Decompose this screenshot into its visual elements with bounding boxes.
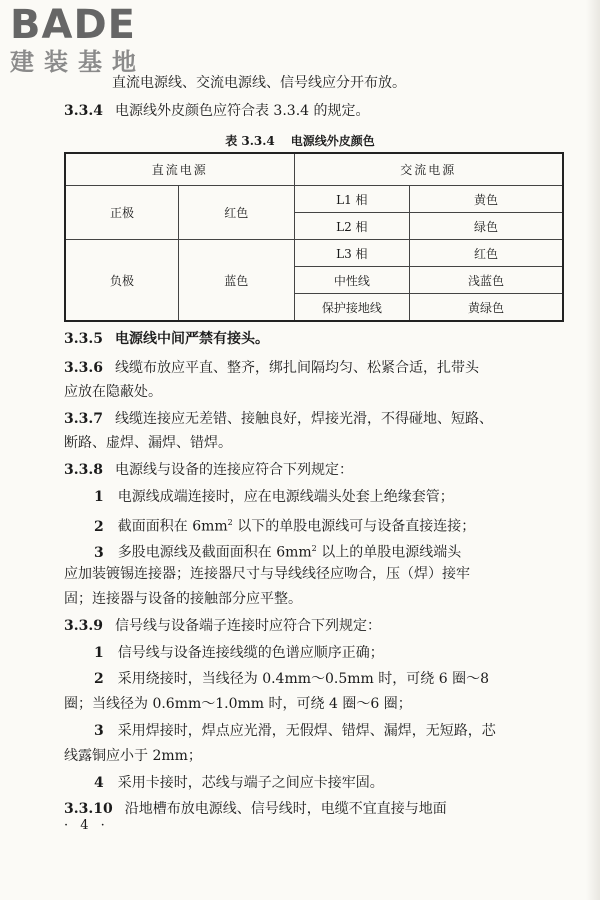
- table-caption: [0, 132, 600, 149]
- header-dc: 直流电源: [65, 153, 294, 186]
- item-text: 电源线成端连接时，应在电源线端头处套上绝缘套管；: [117, 489, 454, 505]
- clause-3-3-6-cont: 应放在隐蔽处。: [64, 384, 162, 400]
- item-number: 3: [94, 544, 104, 561]
- item-text: 采用绕接时，当线径为 0.4mm～0.5mm 时，可绕 6 圈～8: [117, 671, 489, 687]
- clause-3-3-7-cont: 断路、虚焊、漏焊、错焊。: [64, 435, 232, 451]
- list-item: [94, 772, 564, 794]
- clause-text: 电源线外皮颜色应符合表 3.3.4 的规定。: [114, 103, 370, 119]
- table-number: 表 3.3.4: [225, 134, 275, 148]
- clause-number: 3.3.10: [64, 801, 113, 817]
- list-item: [94, 642, 564, 664]
- cell-negative: 负极: [65, 240, 179, 322]
- cell-color: 绿色: [410, 213, 563, 240]
- item-number: 3: [94, 723, 104, 739]
- list-item: [94, 512, 564, 538]
- clause-3-3-3: [112, 72, 564, 94]
- list-item: [94, 720, 564, 742]
- clause-number: 3.3.7: [64, 411, 103, 427]
- clause-text: 直流电源线、交流电源线、信号线应分开布放。: [112, 75, 406, 91]
- cell-red: 红色: [179, 186, 295, 240]
- cell-phase: L3 相: [294, 240, 410, 267]
- watermark-logo: [10, 4, 170, 76]
- list-item: [94, 486, 564, 508]
- list-item: [94, 538, 564, 564]
- clause-3-3-9: [64, 615, 564, 637]
- clause-text: 沿地槽布放电源线、信号线时，电缆不宜直接与地面: [124, 801, 447, 817]
- list-item-cont: 应加装镀锡连接器；连接器尺寸与导线线径应吻合，压（焊）接牢: [64, 566, 470, 582]
- cell-color: 黄绿色: [410, 294, 563, 322]
- item-number: 1: [94, 645, 104, 661]
- table-title: 电源线外皮颜色: [290, 134, 375, 148]
- table-row: [65, 186, 563, 213]
- clause-number: 3.3.8: [64, 462, 103, 478]
- cell-color: 浅蓝色: [410, 267, 563, 294]
- superscript: 2: [227, 518, 233, 527]
- clause-number: 3.3.5: [64, 331, 103, 347]
- table-header-row: [65, 153, 563, 186]
- superscript: 2: [311, 544, 317, 553]
- page-number: · 4 ·: [64, 818, 109, 833]
- power-line-color-table: [64, 152, 564, 322]
- list-item-cont: 圈；当线径为 0.6mm～1.0mm 时，可绕 4 圈～6 圈；: [64, 696, 412, 712]
- clause-3-3-5: [64, 328, 564, 350]
- header-ac: 交流电源: [294, 153, 563, 186]
- item-text: 采用卡接时，芯线与端子之间应卡接牢固。: [117, 775, 384, 791]
- clause-number: 3.3.6: [64, 360, 103, 376]
- clause-text: 电源线中间严禁有接头。: [114, 331, 269, 347]
- clause-3-3-6: [64, 357, 564, 379]
- table-row: [65, 240, 563, 267]
- logo-sub-text: 建装基地: [10, 48, 146, 76]
- item-number: 2: [94, 518, 104, 535]
- clause-3-3-8: [64, 459, 564, 481]
- cell-color: 红色: [410, 240, 563, 267]
- clause-text: 线缆连接应无差错、接触良好，焊接光滑，不得碰地、短路、: [114, 411, 493, 427]
- list-item: [94, 668, 564, 690]
- item-text: 截面面积在 6mm: [117, 518, 228, 535]
- clause-3-3-7: [64, 408, 564, 430]
- clause-text: 线缆布放应平直、整齐，绑扎间隔均匀、松紧合适，扎带头: [114, 360, 479, 376]
- item-text: 以上的单股电源线端头: [316, 544, 462, 561]
- cell-phase: 保护接地线: [294, 294, 410, 322]
- item-text: 信号线与设备连接线缆的色谱应顺序正确；: [117, 645, 384, 661]
- clause-3-3-10: [64, 798, 564, 820]
- item-text: 多股电源线及截面面积在 6mm: [117, 544, 312, 561]
- item-text: 采用焊接时，焊点应光滑，无假焊、错焊、漏焊，无短路，芯: [117, 723, 496, 739]
- item-number: 1: [94, 489, 104, 505]
- cell-phase: L2 相: [294, 213, 410, 240]
- clause-text: 电源线与设备的连接应符合下列规定：: [114, 462, 353, 478]
- cell-phase: 中性线: [294, 267, 410, 294]
- clause-number: 3.3.4: [64, 103, 103, 119]
- list-item-cont: 线露铜应小于 2mm；: [64, 748, 202, 764]
- logo-main-text: BADE: [10, 2, 136, 48]
- clause-text: 信号线与设备端子连接时应符合下列规定：: [114, 618, 381, 634]
- clause-3-3-4: [64, 100, 564, 122]
- cell-blue: 蓝色: [179, 240, 295, 322]
- item-text: 以下的单股电源线可与设备直接连接；: [232, 518, 476, 535]
- item-number: 2: [94, 671, 104, 687]
- cell-color: 黄色: [410, 186, 563, 213]
- cell-positive: 正极: [65, 186, 179, 240]
- item-number: 4: [94, 775, 104, 791]
- clause-number: 3.3.9: [64, 618, 103, 634]
- list-item-cont: 固；连接器与设备的接触部分应平整。: [64, 591, 302, 607]
- cell-phase: L1 相: [294, 186, 410, 213]
